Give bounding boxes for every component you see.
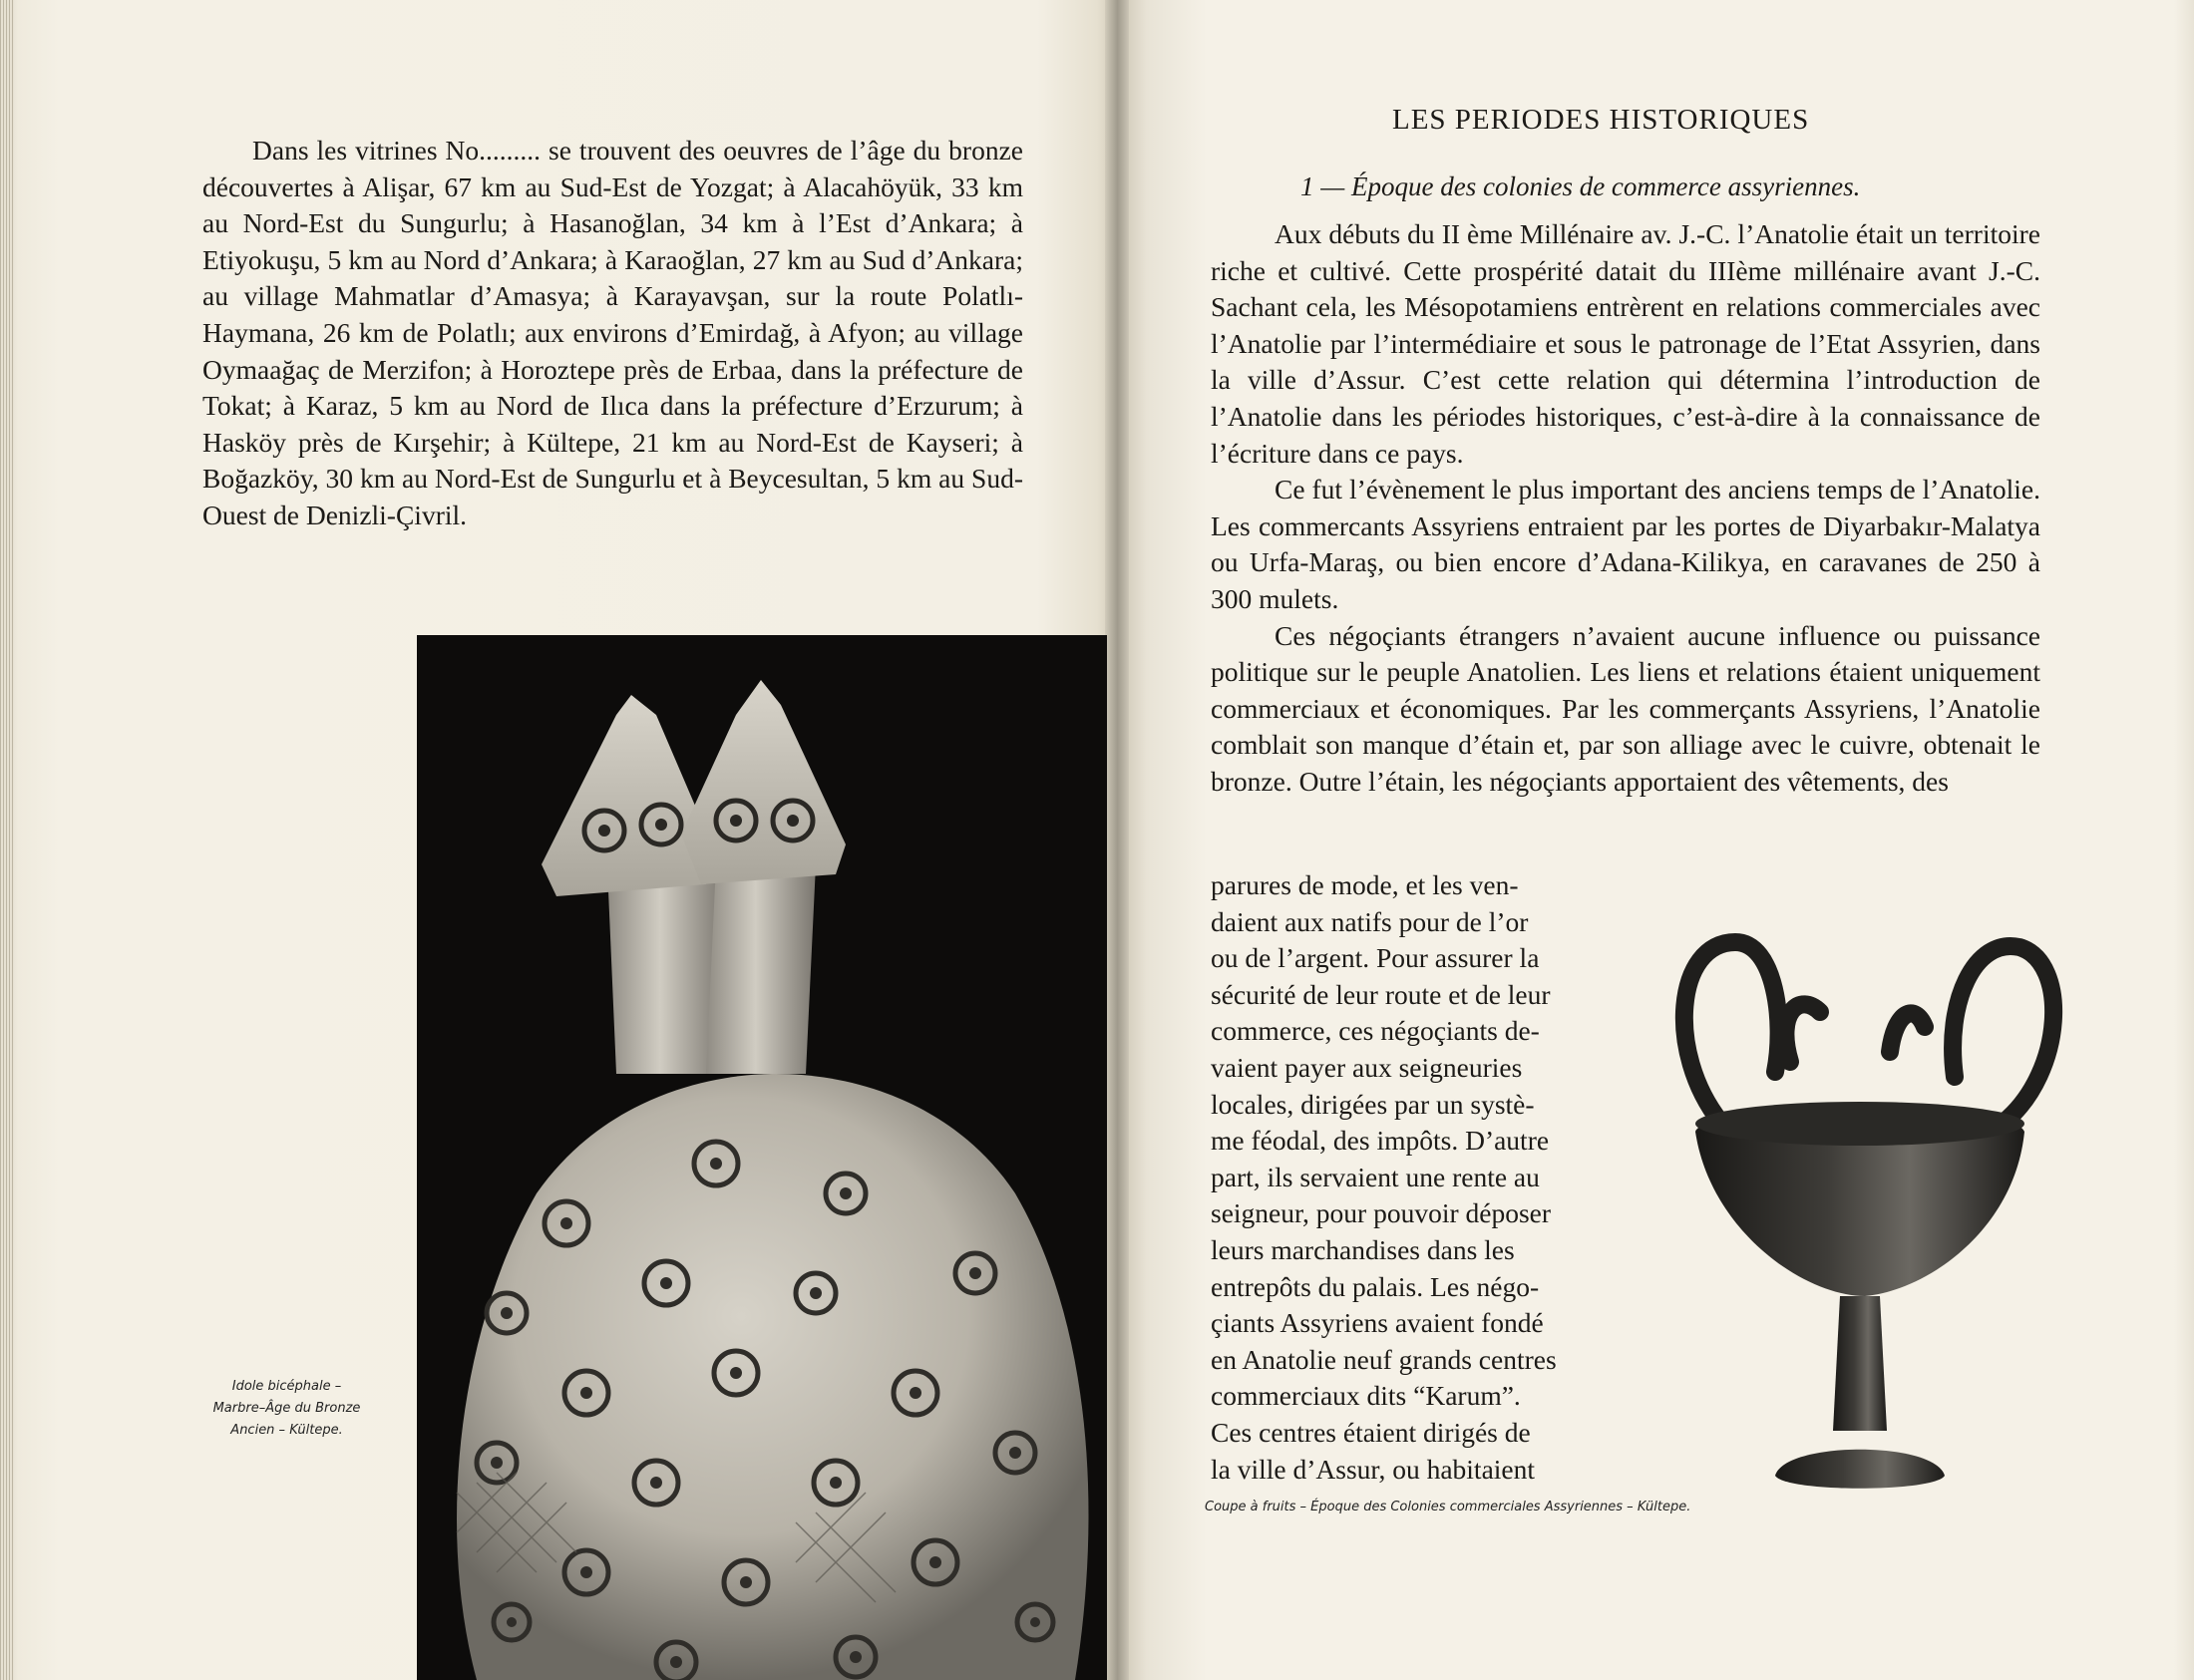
- right-paragraph-3: Ces négoçiants étrangers n’avaient aucune influence ou puissance politique sur le peuple Anatolien. Les liens et relations étaient uniquement commerciaux et économiques. Par les commerçants Assyriens, l’Anatolie comblait son manque d’étain et, par son alliage avec le cuivre, obtenait le bronze. Outre l’étain, les négoçiants apportaient des vêtements, des: [1211, 619, 2040, 797]
- wrap-line: commerciaux dits “Karum”.: [1211, 1380, 1521, 1412]
- wrap-line: part, ils servaient une rente au: [1211, 1161, 1540, 1192]
- left-body-text: [202, 133, 1023, 534]
- page-edge-stack: [0, 0, 14, 1680]
- wrap-line: ou de l’argent. Pour assurer la: [1211, 942, 1540, 974]
- wrap-line: me féodal, des impôts. D’autre: [1211, 1125, 1550, 1157]
- wrap-line: locales, dirigées par un systè-: [1211, 1088, 1535, 1120]
- fruit-bowl-caption: Coupe à fruits – Époque des Colonies commerciales Assyriennes – Kültepe.: [1205, 1500, 1691, 1514]
- wrap-line: entrepôts du palais. Les négo-: [1211, 1270, 1540, 1302]
- page-heading: LES PERIODES HISTORIQUES: [1392, 104, 1810, 136]
- idol-photo: [417, 635, 1107, 1680]
- fruit-bowl-illustration: [1626, 902, 2084, 1520]
- wrap-line: daient aux natifs pour de l’or: [1211, 905, 1529, 937]
- wrap-line: leurs marchandises dans les: [1211, 1233, 1515, 1265]
- idol-caption: [184, 1376, 389, 1442]
- wrap-line: Ces centres étaient dirigés de: [1211, 1416, 1531, 1448]
- wrap-line: seigneur, pour pouvoir déposer: [1211, 1197, 1552, 1229]
- left-paragraph-1: Dans les vitrines No......... se trouvent des oeuvres de l’âge du bronze découvertes à Alişar, 67 km au Sud-Est de Yozgat; à Alacahöyük, 33 km au Nord-Est du Sungurlu; à Hasanoğlan, 34 km à l’Est d’Ankara; à Etiyokuşu, 5 km au Nord d’Ankara; à Karaoğlan, 27 km au Sud d’Ankara; au village Mahmatlar d’Amasya; à Karayavşan, sur la route Polatlı-Haymana, 26 km de Polatlı; aux environs d’Emirdağ, à Afyon; au village Oymaağaç de Merzifon; à Horoztepe près de Erbaa, dans la préfecture de Tokat; à Karaz, 5 km au Nord de Ilıca dans la préfecture d’Erzurum; à Hasköy près de Kırşehir; à Kültepe, 21 km au Nord-Est de Kayseri; à Boğazköy, 30 km au Nord-Est de Sungurlu et à Beycesultan, 5 km au Sud-Ouest de Denizli-Çivril.: [202, 135, 1023, 530]
- wrap-line: vaient payer aux seigneuries: [1211, 1051, 1523, 1083]
- right-body-text: [1211, 216, 2040, 801]
- fruit-bowl-photo: [1626, 902, 2084, 1520]
- idol-caption-line-2: Marbre–Âge du Bronze: [212, 1401, 361, 1416]
- book-gutter: [1105, 0, 1129, 1680]
- section-title: 1 — Époque des colonies de commerce assyriennes.: [1300, 171, 1861, 201]
- right-paragraph-1: Aux débuts du II ème Millénaire av. J.-C. l’Anatolie était un territoire riche et cultivé. Cette prospérité datait du IIIème millénaire avant J.-C. Sachant cela, les Mésopotamiens entrèrent en relations commerciales avec l’Anatolie par l’intermédiaire et sous le patronage de l’Etat Assyrien, dans la ville d’Assur. C’est cette relation qui détermina l’introduction de l’Anatolie dans les périodes historiques, c’est-à-dire à la connaissance de l’écriture dans ce pays.: [1211, 218, 2040, 469]
- wrap-line: sécurité de leur route et de leur: [1211, 978, 1551, 1010]
- wrap-line: parures de mode, et les ven-: [1211, 869, 1519, 900]
- idol-illustration: [417, 635, 1107, 1680]
- idol-caption-line-3: Ancien – Kültepe.: [230, 1423, 343, 1438]
- right-wrapped-text: [1211, 867, 1610, 1488]
- idol-caption-line-1: Idole bicéphale –: [231, 1379, 342, 1394]
- wrap-line: commerce, ces négoçiants de-: [1211, 1015, 1540, 1047]
- right-paragraph-2: Ce fut l’évènement le plus important des anciens temps de l’Anatolie. Les commercants Assyriens entraient par les portes de Diyarbakır-Malatya ou Urfa-Maraş, ou bien encore d’Adana-Kilikya, en caravanes de 250 à 300 mulets.: [1211, 474, 2040, 614]
- wrap-line: çiants Assyriens avaient fondé: [1211, 1307, 1544, 1339]
- wrap-line: la ville d’Assur, ou habitaient: [1211, 1453, 1536, 1485]
- wrap-line: en Anatolie neuf grands centres: [1211, 1343, 1557, 1375]
